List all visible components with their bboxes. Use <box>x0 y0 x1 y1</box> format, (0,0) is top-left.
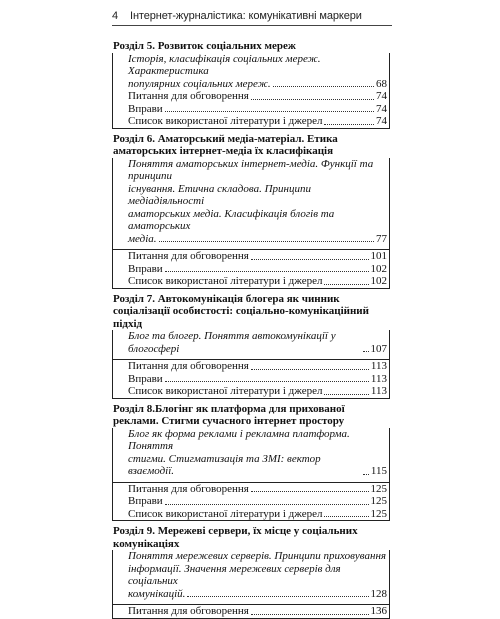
page-ref: 102 <box>370 275 387 287</box>
page-ref: 125 <box>370 495 387 507</box>
page-ref: 74 <box>376 115 387 127</box>
section-title: Розділ 9. Мережеві сервери, їх місце у соціальних комунікаціях <box>113 525 358 550</box>
table-of-contents <box>112 40 390 619</box>
section-title: Розділ 7. Автокомунікація блогера як чинник соціалізації особистості: соціально-комунікаційний підхід <box>113 292 369 330</box>
page-ref: 113 <box>370 372 387 385</box>
page-ref: 113 <box>370 360 387 372</box>
section-block <box>112 330 390 399</box>
section-block <box>112 158 390 289</box>
section-title: Розділ 5. Розвиток соціальних мереж <box>113 40 296 52</box>
leader-dots <box>273 86 374 87</box>
topic-entry: Блог та блогер. Поняття автокомунікації у блогосфері 107 <box>128 330 387 355</box>
page-ref: 102 <box>370 262 387 275</box>
running-title: Інтернет-журналістика: комунікативні маркери <box>130 10 362 22</box>
page-ref: 74 <box>376 90 387 102</box>
page-ref: 77 <box>376 232 387 245</box>
toc-entry: Вправи 113 <box>128 372 387 385</box>
page-ref: 125 <box>370 482 387 495</box>
page-ref: 113 <box>370 385 387 397</box>
toc-entry: Вправи 102 <box>128 262 387 275</box>
toc-entry: Список використаної літератури і джерел 74 <box>128 115 387 127</box>
page-number: 4 <box>112 10 119 22</box>
running-header <box>112 6 392 26</box>
toc-entry: Список використаної літератури і джерел 125 <box>128 507 387 520</box>
section-title: Розділ 6. Аматорський медіа-матеріал. Етика аматорських інтернет-медіа їх класифікація <box>113 132 338 157</box>
page-ref: 125 <box>370 507 387 520</box>
toc-entry: Список використаної літератури і джерел 113 <box>128 385 387 397</box>
page-ref: 115 <box>370 465 387 477</box>
toc-entry: Вправи 74 <box>128 102 387 115</box>
page-ref: 136 <box>370 605 387 617</box>
page-ref: 101 <box>370 250 387 262</box>
section-block <box>112 550 390 619</box>
toc-entry: Питання для обговорення 113 <box>128 360 387 372</box>
page-ref: 107 <box>370 342 387 355</box>
toc-entry: Вправи 125 <box>128 495 387 507</box>
section-block <box>112 428 390 522</box>
topic-entry: Блог як форма реклами і рекламна платформа. Поняття стигми. Стигматизація та ЗМІ: вектор взаємодії. 115 <box>128 427 387 477</box>
page-ref: 68 <box>376 77 387 90</box>
toc-entry: Список використаної літератури і джерел 102 <box>128 275 387 287</box>
section-block <box>112 53 390 129</box>
toc-entry: Питання для обговорення 74 <box>128 90 387 102</box>
toc-entry: Питання для обговорення 125 <box>128 482 387 495</box>
topic-entry: Поняття аматорських інтернет-медіа. Функції та принципи існування. Етична складова. Принципи медіадіяльності аматорських медіа. Класифікація блогів та аматорських медіа. 77 <box>128 157 387 245</box>
header-rule <box>112 25 392 26</box>
page-ref: 128 <box>370 587 387 600</box>
section-title: Розділ 8.Блогінг як платформа для прихованої реклами. Стигми сучасного інтернет простору <box>113 402 345 427</box>
topic-entry: Історія, класифікація соціальних мереж. Характеристика популярних соціальних мереж. 68 <box>128 52 387 90</box>
toc-entry: Питання для обговорення 136 <box>128 605 387 617</box>
topic-entry: Поняття мережевих серверів. Принципи приховування інформації. Значення мережевих серверів для соціальних комунікацій. 128 <box>128 550 387 600</box>
toc-entry: Питання для обговорення 101 <box>128 250 387 262</box>
page-ref: 74 <box>376 102 387 115</box>
